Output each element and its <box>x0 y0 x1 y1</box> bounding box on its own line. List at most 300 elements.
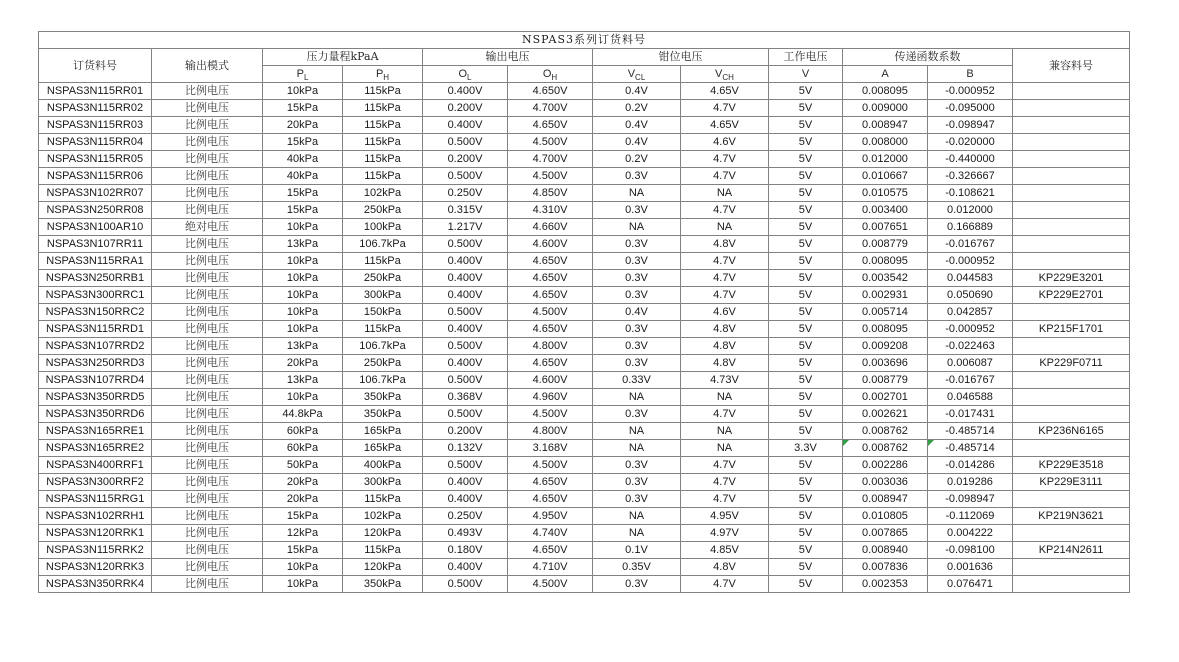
cell-v: 5V <box>769 168 843 185</box>
cell-vcl: 0.3V <box>593 474 681 491</box>
cell-b: -0.016767 <box>928 372 1013 389</box>
cell-v: 5V <box>769 287 843 304</box>
cell-ph: 120kPa <box>343 559 423 576</box>
table-row <box>39 559 1130 576</box>
cell-ol: 0.500V <box>423 236 508 253</box>
cell-ol: 0.250V <box>423 185 508 202</box>
cell-vch: 4.7V <box>681 491 769 508</box>
cell-oh: 4.850V <box>508 185 593 202</box>
cell-a: 0.007865 <box>843 525 928 542</box>
table-row <box>39 83 1130 100</box>
cell-vch: 4.8V <box>681 355 769 372</box>
cell-vcl: NA <box>593 423 681 440</box>
cell-mode: 比例电压 <box>152 389 263 406</box>
cell-ol: 0.500V <box>423 576 508 593</box>
table-row <box>39 168 1130 185</box>
cell-ph: 120kPa <box>343 525 423 542</box>
cell-pl: 13kPa <box>263 236 343 253</box>
cell-a: 0.008947 <box>843 117 928 134</box>
cell-part: NSPAS3N102RRH1 <box>39 508 152 525</box>
cell-mode: 比例电压 <box>152 270 263 287</box>
cell-b: -0.022463 <box>928 338 1013 355</box>
table-row <box>39 270 1130 287</box>
cell-compat <box>1013 406 1130 423</box>
header-pl-base: P <box>296 68 304 80</box>
header-transfer-coeff-group: 传递函数系数 <box>843 49 1013 66</box>
cell-part: NSPAS3N107RRD4 <box>39 372 152 389</box>
cell-vch: 4.8V <box>681 338 769 355</box>
header-pl <box>263 66 343 83</box>
cell-oh: 4.650V <box>508 355 593 372</box>
table-row <box>39 372 1130 389</box>
cell-compat: KP229E3201 <box>1013 270 1130 287</box>
cell-a: 0.010575 <box>843 185 928 202</box>
cell-compat <box>1013 525 1130 542</box>
cell-ol: 0.180V <box>423 542 508 559</box>
cell-oh: 4.600V <box>508 372 593 389</box>
header-vch-subscript: CH <box>722 73 734 83</box>
table-row <box>39 508 1130 525</box>
cell-a: 0.008762 <box>843 423 928 440</box>
table-row <box>39 117 1130 134</box>
cell-mode: 比例电压 <box>152 304 263 321</box>
header-vcl-subscript: CL <box>635 73 646 83</box>
cell-mode: 比例电压 <box>152 508 263 525</box>
cell-ph: 250kPa <box>343 270 423 287</box>
cell-oh: 4.660V <box>508 219 593 236</box>
cell-compat <box>1013 559 1130 576</box>
spreadsheet-page <box>38 31 1129 593</box>
cell-mode: 比例电压 <box>152 576 263 593</box>
cell-vcl: 0.4V <box>593 117 681 134</box>
cell-vch: NA <box>681 185 769 202</box>
cell-v: 5V <box>769 576 843 593</box>
cell-ph: 400kPa <box>343 457 423 474</box>
cell-compat: KP215F1701 <box>1013 321 1130 338</box>
cell-oh: 4.650V <box>508 270 593 287</box>
cell-vcl: 0.2V <box>593 151 681 168</box>
cell-pl: 10kPa <box>263 253 343 270</box>
cell-oh: 4.500V <box>508 576 593 593</box>
cell-ol: 0.400V <box>423 355 508 372</box>
cell-pl: 10kPa <box>263 83 343 100</box>
table-row <box>39 355 1130 372</box>
cell-vch: 4.6V <box>681 134 769 151</box>
cell-pl: 10kPa <box>263 389 343 406</box>
cell-compat <box>1013 440 1130 457</box>
cell-b: -0.112069 <box>928 508 1013 525</box>
header-v: V <box>769 66 843 83</box>
table-row <box>39 338 1130 355</box>
cell-compat: KP229E3518 <box>1013 457 1130 474</box>
cell-pl: 10kPa <box>263 576 343 593</box>
cell-vch: NA <box>681 423 769 440</box>
cell-ph: 100kPa <box>343 219 423 236</box>
cell-part: NSPAS3N100AR10 <box>39 219 152 236</box>
cell-vcl: 0.4V <box>593 83 681 100</box>
title-row <box>39 32 1130 49</box>
cell-oh: 4.740V <box>508 525 593 542</box>
cell-a: 0.002931 <box>843 287 928 304</box>
cell-ol: 0.500V <box>423 406 508 423</box>
cell-ol: 0.200V <box>423 100 508 117</box>
header-vcl <box>593 66 681 83</box>
cell-part: NSPAS3N115RR02 <box>39 100 152 117</box>
cell-vch: 4.7V <box>681 474 769 491</box>
cell-vch: 4.7V <box>681 253 769 270</box>
cell-v: 5V <box>769 83 843 100</box>
cell-ph: 300kPa <box>343 474 423 491</box>
header-vch-base: V <box>715 68 723 80</box>
cell-mode: 比例电压 <box>152 474 263 491</box>
cell-v: 5V <box>769 321 843 338</box>
cell-ol: 0.400V <box>423 559 508 576</box>
cell-v: 5V <box>769 117 843 134</box>
cell-ol: 0.368V <box>423 389 508 406</box>
cell-pl: 10kPa <box>263 304 343 321</box>
cell-ol: 0.500V <box>423 457 508 474</box>
cell-a: 0.002621 <box>843 406 928 423</box>
cell-vch: NA <box>681 389 769 406</box>
table-row <box>39 406 1130 423</box>
cell-mode: 比例电压 <box>152 287 263 304</box>
table-row <box>39 134 1130 151</box>
cell-part: NSPAS3N150RRC2 <box>39 304 152 321</box>
table-row <box>39 576 1130 593</box>
cell-oh: 4.700V <box>508 151 593 168</box>
cell-part: NSPAS3N165RRE2 <box>39 440 152 457</box>
cell-a: 0.008762 <box>843 440 928 457</box>
cell-compat <box>1013 236 1130 253</box>
cell-pl: 15kPa <box>263 134 343 151</box>
cell-mode: 比例电压 <box>152 83 263 100</box>
cell-ol: 0.200V <box>423 423 508 440</box>
cell-ph: 350kPa <box>343 406 423 423</box>
cell-b: -0.440000 <box>928 151 1013 168</box>
header-ol <box>423 66 508 83</box>
table-row <box>39 304 1130 321</box>
cell-part: NSPAS3N107RRD2 <box>39 338 152 355</box>
cell-ph: 115kPa <box>343 253 423 270</box>
cell-vch: 4.95V <box>681 508 769 525</box>
cell-ph: 115kPa <box>343 491 423 508</box>
cell-ol: 0.400V <box>423 287 508 304</box>
cell-part: NSPAS3N300RRF2 <box>39 474 152 491</box>
cell-oh: 4.800V <box>508 423 593 440</box>
cell-v: 5V <box>769 219 843 236</box>
cell-vcl: 0.3V <box>593 457 681 474</box>
cell-v: 5V <box>769 236 843 253</box>
cell-vcl: 0.3V <box>593 202 681 219</box>
cell-b: 0.012000 <box>928 202 1013 219</box>
table-row <box>39 219 1130 236</box>
cell-pl: 40kPa <box>263 168 343 185</box>
cell-ol: 0.400V <box>423 117 508 134</box>
cell-oh: 4.650V <box>508 117 593 134</box>
cell-mode: 比例电压 <box>152 372 263 389</box>
cell-pl: 20kPa <box>263 491 343 508</box>
cell-vcl: 0.4V <box>593 304 681 321</box>
cell-ph: 106.7kPa <box>343 372 423 389</box>
cell-mode: 比例电压 <box>152 491 263 508</box>
cell-oh: 4.500V <box>508 134 593 151</box>
cell-vcl: NA <box>593 219 681 236</box>
cell-pl: 20kPa <box>263 117 343 134</box>
header-coeff-b: B <box>928 66 1013 83</box>
cell-ph: 165kPa <box>343 423 423 440</box>
cell-ol: 0.500V <box>423 134 508 151</box>
cell-part: NSPAS3N107RR11 <box>39 236 152 253</box>
cell-oh: 4.650V <box>508 491 593 508</box>
cell-vch: 4.7V <box>681 270 769 287</box>
cell-a: 0.008095 <box>843 83 928 100</box>
cell-oh: 4.500V <box>508 406 593 423</box>
cell-ph: 250kPa <box>343 355 423 372</box>
cell-part: NSPAS3N300RRC1 <box>39 287 152 304</box>
cell-vcl: 0.3V <box>593 253 681 270</box>
header-vch <box>681 66 769 83</box>
page-title: NSPAS3系列订货料号 <box>39 32 1130 49</box>
cell-vch: 4.7V <box>681 576 769 593</box>
cell-a: 0.003036 <box>843 474 928 491</box>
cell-pl: 10kPa <box>263 321 343 338</box>
cell-v: 5V <box>769 559 843 576</box>
cell-b: 0.042857 <box>928 304 1013 321</box>
cell-mode: 比例电压 <box>152 117 263 134</box>
cell-part: NSPAS3N115RR05 <box>39 151 152 168</box>
cell-ph: 115kPa <box>343 134 423 151</box>
cell-b: -0.016767 <box>928 236 1013 253</box>
cell-oh: 4.950V <box>508 508 593 525</box>
cell-b: -0.000952 <box>928 83 1013 100</box>
cell-vcl: NA <box>593 525 681 542</box>
cell-ol: 0.400V <box>423 474 508 491</box>
cell-a: 0.009000 <box>843 100 928 117</box>
table-row <box>39 185 1130 202</box>
cell-mode: 比例电压 <box>152 253 263 270</box>
cell-mode: 比例电压 <box>152 100 263 117</box>
cell-a: 0.002701 <box>843 389 928 406</box>
header-output-mode: 输出模式 <box>152 49 263 83</box>
cell-vcl: 0.3V <box>593 236 681 253</box>
cell-a: 0.008779 <box>843 236 928 253</box>
cell-ol: 0.500V <box>423 372 508 389</box>
cell-ph: 350kPa <box>343 576 423 593</box>
cell-vcl: 0.3V <box>593 287 681 304</box>
cell-part: NSPAS3N400RRF1 <box>39 457 152 474</box>
cell-oh: 4.650V <box>508 321 593 338</box>
cell-part: NSPAS3N350RRK4 <box>39 576 152 593</box>
cell-ph: 350kPa <box>343 389 423 406</box>
cell-part: NSPAS3N165RRE1 <box>39 423 152 440</box>
cell-ph: 115kPa <box>343 100 423 117</box>
cell-ph: 102kPa <box>343 508 423 525</box>
cell-a: 0.008947 <box>843 491 928 508</box>
cell-v: 5V <box>769 100 843 117</box>
cell-mode: 比例电压 <box>152 440 263 457</box>
cell-mode: 比例电压 <box>152 355 263 372</box>
cell-pl: 13kPa <box>263 372 343 389</box>
cell-v: 3.3V <box>769 440 843 457</box>
cell-part: NSPAS3N250RRD3 <box>39 355 152 372</box>
cell-pl: 13kPa <box>263 338 343 355</box>
cell-vch: NA <box>681 219 769 236</box>
cell-a: 0.003696 <box>843 355 928 372</box>
cell-compat <box>1013 219 1130 236</box>
cell-vch: 4.73V <box>681 372 769 389</box>
header-vcl-base: V <box>627 68 636 80</box>
cell-b: -0.485714 <box>928 423 1013 440</box>
cell-a: 0.007651 <box>843 219 928 236</box>
cell-ol: 0.400V <box>423 253 508 270</box>
cell-v: 5V <box>769 253 843 270</box>
cell-pl: 10kPa <box>263 219 343 236</box>
cell-part: NSPAS3N115RR03 <box>39 117 152 134</box>
cell-compat <box>1013 304 1130 321</box>
cell-v: 5V <box>769 491 843 508</box>
cell-vcl: 0.2V <box>593 100 681 117</box>
cell-b: 0.050690 <box>928 287 1013 304</box>
cell-pl: 20kPa <box>263 474 343 491</box>
cell-vch: NA <box>681 440 769 457</box>
cell-b: 0.166889 <box>928 219 1013 236</box>
cell-a: 0.010805 <box>843 508 928 525</box>
cell-ph: 115kPa <box>343 151 423 168</box>
cell-pl: 15kPa <box>263 185 343 202</box>
cell-mode: 比例电压 <box>152 151 263 168</box>
header-coeff-a: A <box>843 66 928 83</box>
cell-part: NSPAS3N115RRK2 <box>39 542 152 559</box>
cell-compat: KP219N3621 <box>1013 508 1130 525</box>
cell-pl: 10kPa <box>263 270 343 287</box>
cell-part: NSPAS3N115RR06 <box>39 168 152 185</box>
table-row <box>39 100 1130 117</box>
cell-ol: 0.500V <box>423 168 508 185</box>
cell-oh: 4.600V <box>508 236 593 253</box>
cell-vcl: 0.3V <box>593 355 681 372</box>
header-compatible-part: 兼容料号 <box>1013 49 1130 83</box>
table-row <box>39 525 1130 542</box>
table-row <box>39 321 1130 338</box>
cell-part: NSPAS3N102RR07 <box>39 185 152 202</box>
table-body <box>39 83 1130 593</box>
cell-v: 5V <box>769 508 843 525</box>
cell-vcl: NA <box>593 508 681 525</box>
table-row <box>39 151 1130 168</box>
table-row <box>39 474 1130 491</box>
cell-oh: 4.650V <box>508 542 593 559</box>
cell-part: NSPAS3N120RRK1 <box>39 525 152 542</box>
cell-mode: 比例电压 <box>152 338 263 355</box>
cell-vcl: NA <box>593 389 681 406</box>
cell-ol: 0.400V <box>423 83 508 100</box>
cell-oh: 4.700V <box>508 100 593 117</box>
cell-a: 0.007836 <box>843 559 928 576</box>
cell-ph: 165kPa <box>343 440 423 457</box>
cell-compat <box>1013 202 1130 219</box>
cell-vch: 4.7V <box>681 151 769 168</box>
cell-vch: 4.7V <box>681 168 769 185</box>
cell-compat <box>1013 83 1130 100</box>
table-row <box>39 491 1130 508</box>
cell-mode: 比例电压 <box>152 457 263 474</box>
cell-mode: 比例电压 <box>152 542 263 559</box>
cell-mode: 比例电压 <box>152 321 263 338</box>
cell-part: NSPAS3N115RR04 <box>39 134 152 151</box>
cell-mode: 比例电压 <box>152 134 263 151</box>
header-row-groups <box>39 49 1130 66</box>
cell-ph: 115kPa <box>343 321 423 338</box>
cell-v: 5V <box>769 304 843 321</box>
cell-a: 0.003542 <box>843 270 928 287</box>
cell-b: -0.485714 <box>928 440 1013 457</box>
cell-oh: 4.710V <box>508 559 593 576</box>
table-row <box>39 542 1130 559</box>
cell-oh: 4.500V <box>508 457 593 474</box>
header-output-voltage-group: 输出电压 <box>423 49 593 66</box>
cell-vch: 4.6V <box>681 304 769 321</box>
cell-compat <box>1013 117 1130 134</box>
cell-v: 5V <box>769 372 843 389</box>
table-row <box>39 287 1130 304</box>
cell-vcl: 0.3V <box>593 168 681 185</box>
order-table <box>38 31 1130 593</box>
cell-vcl: 0.1V <box>593 542 681 559</box>
cell-oh: 3.168V <box>508 440 593 457</box>
cell-vch: 4.7V <box>681 406 769 423</box>
cell-compat: KP214N2611 <box>1013 542 1130 559</box>
header-oh <box>508 66 593 83</box>
cell-compat: KP229F0711 <box>1013 355 1130 372</box>
cell-part: NSPAS3N350RRD5 <box>39 389 152 406</box>
cell-b: -0.098947 <box>928 491 1013 508</box>
cell-v: 5V <box>769 270 843 287</box>
cell-pl: 20kPa <box>263 355 343 372</box>
cell-ol: 0.493V <box>423 525 508 542</box>
cell-b: -0.098947 <box>928 117 1013 134</box>
cell-ol: 0.200V <box>423 151 508 168</box>
cell-vcl: 0.3V <box>593 406 681 423</box>
cell-mode: 比例电压 <box>152 202 263 219</box>
cell-mode: 比例电压 <box>152 525 263 542</box>
cell-ol: 0.400V <box>423 491 508 508</box>
cell-ph: 300kPa <box>343 287 423 304</box>
cell-a: 0.003400 <box>843 202 928 219</box>
header-pl-subscript: L <box>303 73 309 83</box>
cell-mode: 比例电压 <box>152 236 263 253</box>
cell-part: NSPAS3N115RRA1 <box>39 253 152 270</box>
header-ph-subscript: H <box>383 73 390 83</box>
cell-b: -0.017431 <box>928 406 1013 423</box>
cell-oh: 4.500V <box>508 168 593 185</box>
cell-compat <box>1013 185 1130 202</box>
cell-vcl: 0.3V <box>593 270 681 287</box>
cell-a: 0.008095 <box>843 321 928 338</box>
cell-a: 0.012000 <box>843 151 928 168</box>
cell-compat <box>1013 372 1130 389</box>
header-oh-base: O <box>542 68 552 80</box>
cell-a: 0.005714 <box>843 304 928 321</box>
cell-ol: 0.500V <box>423 304 508 321</box>
cell-pl: 60kPa <box>263 423 343 440</box>
cell-error-indicator-icon <box>928 440 934 446</box>
cell-vch: 4.85V <box>681 542 769 559</box>
cell-mode: 绝对电压 <box>152 219 263 236</box>
cell-mode: 比例电压 <box>152 423 263 440</box>
cell-a: 0.008095 <box>843 253 928 270</box>
cell-vcl: 0.33V <box>593 372 681 389</box>
cell-b: 0.046588 <box>928 389 1013 406</box>
